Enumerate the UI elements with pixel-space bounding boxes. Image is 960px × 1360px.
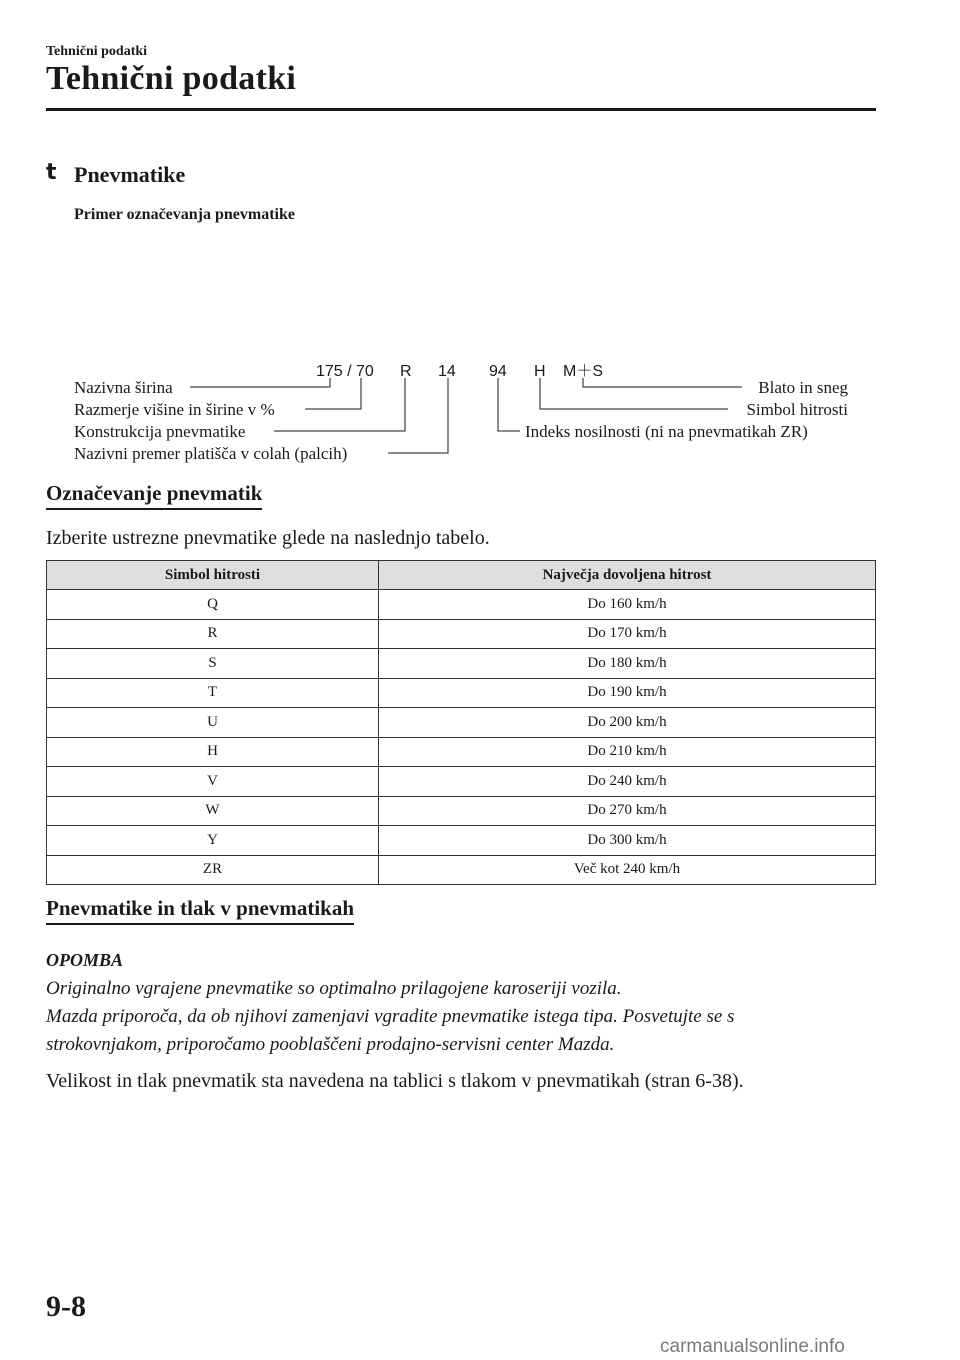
table-row	[47, 767, 876, 797]
max-speed-cell: Do 160 km/h	[379, 590, 876, 620]
speed-symbol-cell: ZR	[47, 855, 379, 885]
label-rim-diameter: Nazivni premer platišča v colah (palcih)	[74, 444, 348, 463]
table-row	[47, 649, 876, 679]
leader-speed-symbol	[540, 378, 728, 409]
note-body	[46, 975, 876, 1059]
max-speed-cell: Do 190 km/h	[379, 678, 876, 708]
header-max-speed: Največja dovoljena hitrost	[379, 561, 876, 590]
note-heading: OPOMBA	[46, 950, 124, 970]
code-construction: R	[400, 363, 412, 380]
page-number: 9-8	[46, 1290, 86, 1323]
table-row	[47, 855, 876, 885]
max-speed-cell: Do 210 km/h	[379, 737, 876, 767]
speed-symbol-cell: Y	[47, 826, 379, 856]
note-line: Mazda priporoča, da ob njihovi zamenjavi vgradite pnevmatike istega tipa. Posvetujte se s	[46, 1006, 735, 1027]
table-row	[47, 708, 876, 738]
label-load-index: Indeks nosilnosti (ni na pnevmatikah ZR)	[525, 422, 808, 441]
code-speed-symbol: H	[534, 363, 546, 380]
table-row	[47, 796, 876, 826]
table-row	[47, 826, 876, 856]
max-speed-cell: Do 180 km/h	[379, 649, 876, 679]
table-row	[47, 590, 876, 620]
label-mud-snow: Blato in sneg	[758, 378, 848, 397]
code-rim-diameter: 14	[438, 363, 456, 380]
section-marker: t	[46, 160, 57, 185]
max-speed-cell: Do 240 km/h	[379, 767, 876, 797]
code-load-index: 94	[489, 363, 507, 380]
section-title: Pnevmatike	[74, 162, 186, 187]
note-line: Originalno vgrajene pnevmatike so optimalno prilagojene karoseriji vozila.	[46, 978, 622, 999]
speed-rating-table	[46, 560, 876, 885]
max-speed-cell: Do 170 km/h	[379, 619, 876, 649]
pressure-heading: Pnevmatike in tlak v pnevmatikah	[46, 896, 354, 925]
leader-ratio	[305, 378, 361, 409]
max-speed-cell: Do 300 km/h	[379, 826, 876, 856]
page-title: Tehnični podatki	[46, 60, 297, 97]
leader-mud-snow	[583, 378, 742, 387]
speed-symbol-cell: T	[47, 678, 379, 708]
leader-load-index	[498, 378, 520, 431]
marking-intro: Izberite ustrezne pnevmatike glede na naslednjo tabelo.	[46, 527, 490, 549]
tire-marking-diagram	[0, 0, 960, 470]
table-row	[47, 619, 876, 649]
watermark: carmanualsonline.info	[660, 1336, 845, 1357]
label-construction: Konstrukcija pnevmatike	[74, 422, 246, 441]
leader-construction	[274, 378, 405, 431]
speed-symbol-cell: R	[47, 619, 379, 649]
table-header-row	[47, 561, 876, 590]
pressure-body-text: Velikost in tlak pnevmatik sta navedena na tablici s tlakom v pnevmatikah (stran 6-38).	[46, 1070, 744, 1092]
leader-rim	[388, 378, 448, 453]
speed-symbol-cell: H	[47, 737, 379, 767]
label-aspect-ratio: Razmerje višine in širine v %	[74, 400, 275, 419]
speed-symbol-cell: W	[47, 796, 379, 826]
speed-symbol-cell: S	[47, 649, 379, 679]
table-row	[47, 737, 876, 767]
code-width-ratio: 175 / 70	[316, 363, 374, 380]
code-mud-snow: M＋S	[563, 363, 604, 380]
table-row	[47, 678, 876, 708]
speed-symbol-cell: V	[47, 767, 379, 797]
speed-symbol-cell: U	[47, 708, 379, 738]
max-speed-cell: Do 270 km/h	[379, 796, 876, 826]
header-speed-symbol: Simbol hitrosti	[47, 561, 379, 590]
leader-width	[190, 378, 330, 387]
max-speed-cell: Do 200 km/h	[379, 708, 876, 738]
speed-symbol-cell: Q	[47, 590, 379, 620]
marking-heading: Označevanje pnevmatik	[46, 481, 262, 510]
note-line: strokovnjakom, priporočamo pooblaščeni prodajno-servisni center Mazda.	[46, 1034, 615, 1055]
max-speed-cell: Več kot 240 km/h	[379, 855, 876, 885]
label-nominal-width: Nazivna širina	[74, 378, 173, 397]
label-speed-symbol: Simbol hitrosti	[746, 400, 848, 419]
running-header: Tehnični podatki	[46, 44, 148, 59]
diagram-caption: Primer označevanja pnevmatike	[74, 206, 295, 223]
